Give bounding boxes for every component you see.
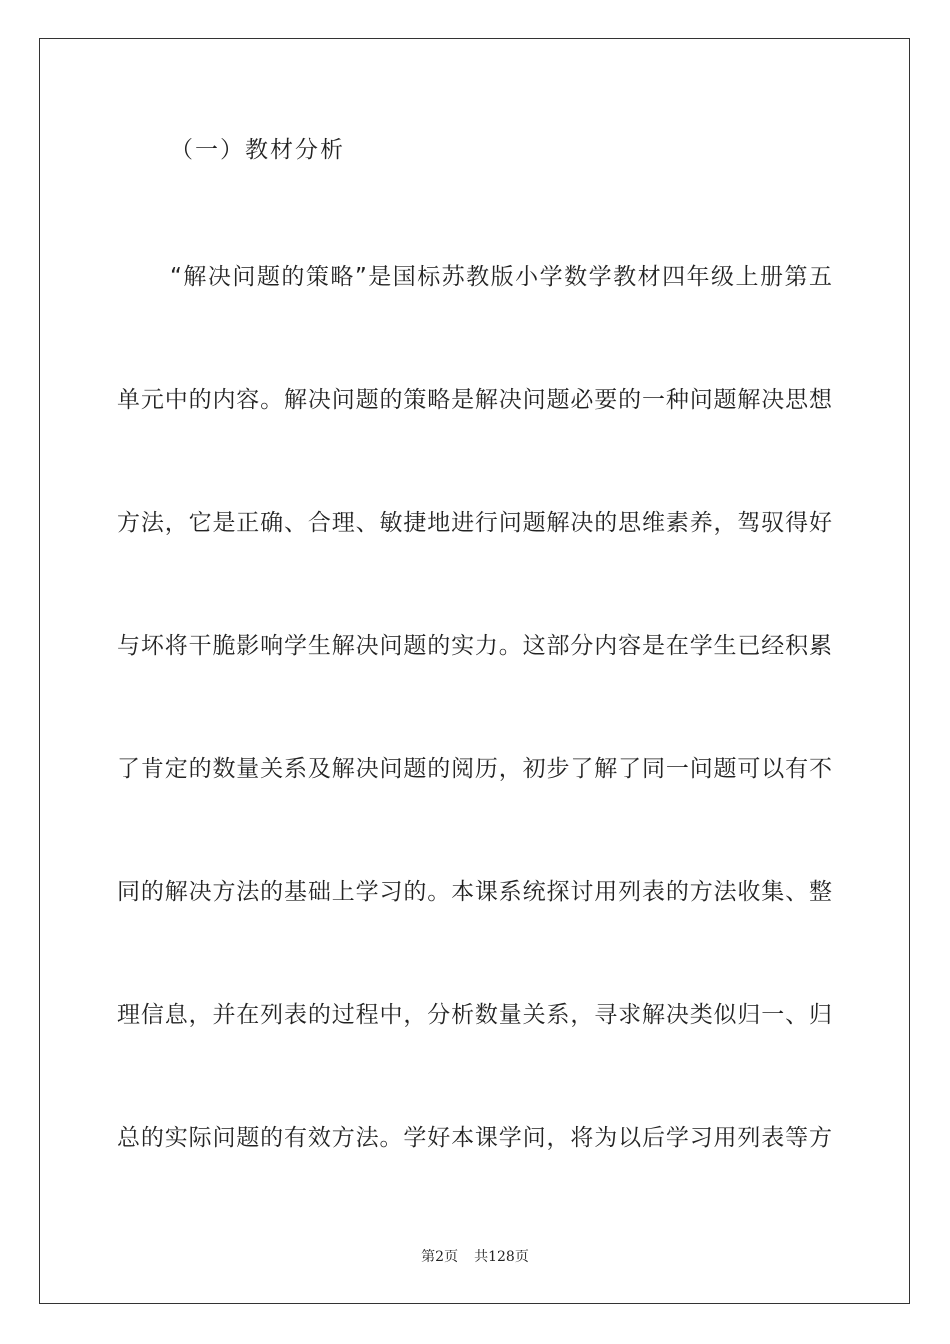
page-total: 共128页	[474, 1249, 529, 1265]
paragraph-line-6: 同的解决方法的基础上学习的。本课系统探讨用列表的方法收集、整	[117, 879, 832, 905]
section-heading: （一）教材分析	[170, 137, 345, 163]
page-number: 第2页	[421, 1249, 459, 1265]
page-footer	[0, 1246, 950, 1266]
paragraph-line-3: 方法，它是正确、合理、敏捷地进行问题解决的思维素养，驾驭得好	[117, 510, 832, 536]
paragraph-line-8: 总的实际问题的有效方法。学好本课学问，将为以后学习用列表等方	[117, 1125, 832, 1151]
paragraph-line-4: 与坏将干脆影响学生解决问题的实力。这部分内容是在学生已经积累	[117, 633, 832, 659]
paragraph-line-5: 了肯定的数量关系及解决问题的阅历，初步了解了同一问题可以有不	[117, 756, 832, 782]
paragraph-line-1: “解决问题的策略”是国标苏教版小学数学教材四年级上册第五	[170, 264, 832, 290]
paragraph-line-2: 单元中的内容。解决问题的策略是解决问题必要的一种问题解决思想	[117, 387, 832, 413]
paragraph-line-7: 理信息，并在列表的过程中，分析数量关系，寻求解决类似归一、归	[117, 1002, 832, 1028]
page-frame	[39, 38, 910, 1304]
